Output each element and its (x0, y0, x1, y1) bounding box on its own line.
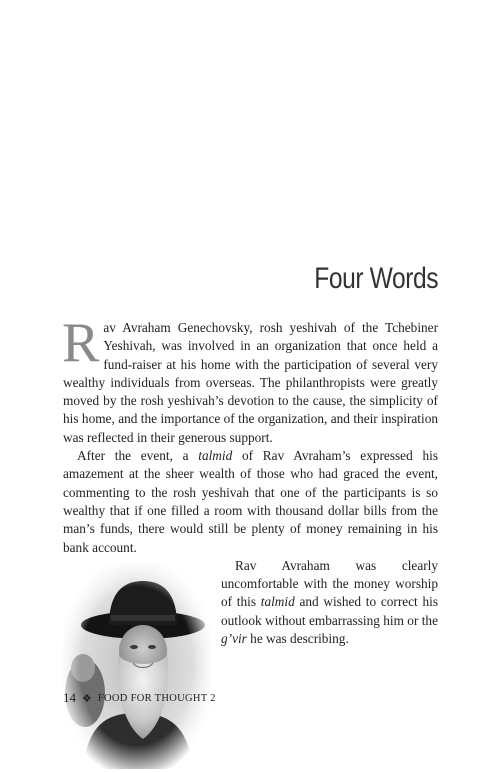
drop-cap: R (62, 312, 100, 374)
portrait-photo (63, 563, 211, 769)
italic-term-talmid-2: talmid (260, 594, 295, 610)
portrait-illustration (63, 563, 211, 769)
page-number: 14 (63, 690, 76, 705)
paragraph-2 (63, 447, 438, 557)
paragraph-1-text: av Avraham Genechovsky, rosh yeshivah of the Tchebiner Yeshivah, was involved in an organization that once held a fund-raiser at his home with the participation of several very wealthy individuals from overseas. The philanthropists were greatly moved by the rosh yeshivah’s devotion to the cause, the simplicity of his home, and the importance of the organization, and their inspiration was reflected in their generous support. (63, 320, 438, 445)
page-footer (63, 690, 216, 706)
paragraph-2-text-b: of Rav Avraham’s expressed his amazement at the sheer wealth of those who had graced the event, commenting to the rosh yeshivah that one of the participants is so wealthy that if one filled a room with thousand dollar bills from the man’s funds, there would still be plenty of money remaining in his bank account. (63, 448, 438, 555)
paragraph-1 (62, 312, 438, 447)
italic-term-talmid: talmid (198, 448, 233, 464)
chapter-title: Four Words (314, 262, 438, 295)
running-head: FOOD FOR THOUGHT 2 (97, 692, 216, 704)
ornament-icon: ❖ (82, 692, 92, 705)
paragraph-3-text-b: and wished to correct his outlook without embarrassing him or the (221, 594, 438, 628)
paragraph-3-text-a: Rav Avraham was clearly uncomfortable with the money worship of this (221, 557, 438, 610)
italic-term-gvir: g’vir (221, 631, 247, 647)
paragraph-2-text-a: After the event, a (77, 448, 199, 464)
paragraph-3-text-c: he was describing. (246, 631, 349, 647)
